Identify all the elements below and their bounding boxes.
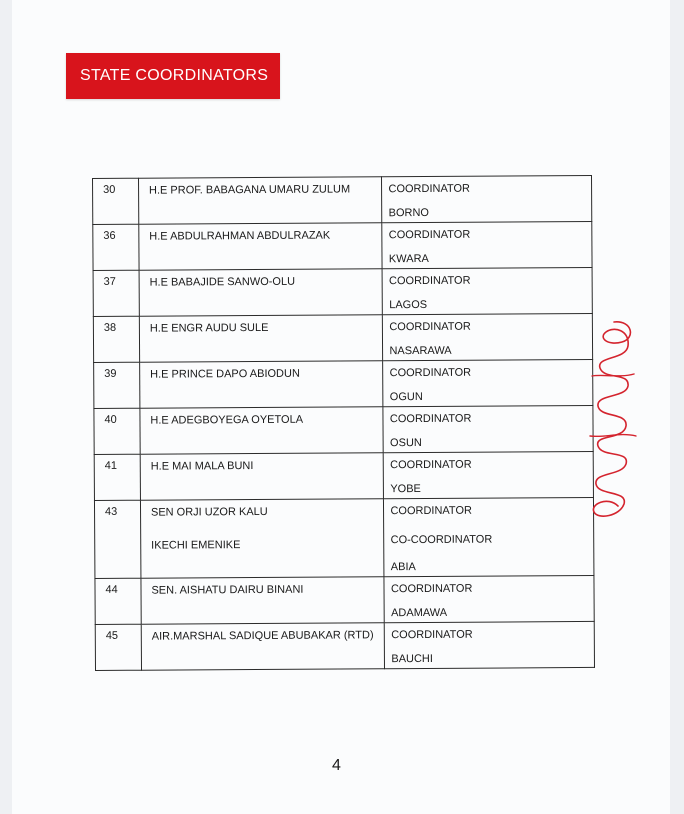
- role-label: COORDINATOR: [390, 458, 472, 472]
- table-row: [93, 221, 592, 270]
- row-number: 37: [93, 270, 139, 316]
- state-label: BAUCHI: [391, 652, 433, 666]
- coordinator-name: AIR.MARSHAL SADIQUE ABUBAKAR (RTD): [141, 623, 385, 670]
- table-row: [94, 497, 593, 578]
- state-label: LAGOS: [389, 298, 428, 312]
- coordinator-name: [140, 499, 384, 578]
- coordinator-name-primary: SEN ORJI UZOR KALU: [150, 505, 268, 519]
- coordinator-name: H.E PRINCE DAPO ABIODUN: [140, 361, 384, 408]
- state-label: KWARA: [388, 252, 429, 266]
- table-row: [93, 313, 592, 362]
- coordinator-name: H.E ABDULRAHMAN ABDULRAZAK: [139, 223, 383, 270]
- table-row: [93, 267, 592, 316]
- document-page: [12, 0, 670, 814]
- table-row: [94, 451, 593, 500]
- table-row: [93, 175, 592, 224]
- state-label: NASARAWA: [389, 344, 452, 358]
- coordinator-name: SEN. AISHATU DAIRU BINANI: [141, 577, 385, 624]
- section-heading-banner: [66, 53, 280, 99]
- table-row: [94, 359, 593, 408]
- coordinator-name: H.E PROF. BABAGANA UMARU ZULUM: [138, 177, 382, 224]
- row-number: 40: [94, 408, 140, 454]
- role-cell: [384, 575, 594, 622]
- state-label: BORNO: [388, 206, 430, 220]
- role-cell: [383, 313, 593, 360]
- row-number: 44: [95, 578, 141, 624]
- role-label: COORDINATOR: [389, 412, 472, 426]
- row-number: 30: [93, 178, 139, 224]
- role-label: COORDINATOR: [389, 274, 471, 288]
- role-cell: [382, 175, 592, 222]
- role-label: COORDINATOR: [389, 366, 472, 380]
- role-cell: [384, 497, 594, 576]
- role-label: COORDINATOR: [389, 320, 471, 334]
- coordinators-table: [92, 175, 595, 671]
- co-role-label: CO-COORDINATOR: [390, 533, 493, 547]
- handwritten-signature: [584, 316, 644, 526]
- role-cell: [384, 451, 594, 498]
- coordinator-name: H.E ADEGBOYEGA OYETOLA: [140, 407, 384, 454]
- role-cell: [383, 359, 593, 406]
- table-row: [95, 621, 594, 670]
- row-number: 45: [95, 624, 141, 670]
- state-label: ABIA: [390, 561, 416, 574]
- coordinator-name: H.E MAI MALA BUNI: [140, 453, 384, 500]
- state-label: YOBE: [390, 482, 421, 496]
- role-cell: [385, 621, 595, 668]
- role-label: COORDINATOR: [391, 628, 473, 642]
- row-number: 41: [94, 454, 140, 500]
- page-number: 4: [332, 757, 341, 774]
- state-label: ADAMAWA: [391, 606, 448, 620]
- role-cell: [382, 267, 592, 314]
- row-number: 38: [93, 316, 139, 362]
- state-label: OSUN: [389, 436, 422, 450]
- role-label: COORDINATOR: [390, 582, 473, 596]
- role-label: COORDINATOR: [390, 504, 472, 518]
- coordinator-name-secondary: IKECHI EMENIKE: [151, 539, 241, 552]
- table-row: [94, 405, 593, 454]
- coordinator-name: H.E ENGR AUDU SULE: [139, 315, 383, 362]
- role-cell: [383, 405, 593, 452]
- coordinator-name: H.E BABAJIDE SANWO-OLU: [139, 269, 383, 316]
- row-number: 43: [94, 500, 140, 578]
- state-label: OGUN: [389, 390, 423, 404]
- role-label: COORDINATOR: [388, 182, 471, 196]
- row-number: 39: [94, 362, 140, 408]
- row-number: 36: [93, 224, 139, 270]
- section-heading: STATE COORDINATORS: [80, 67, 269, 84]
- role-label: COORDINATOR: [388, 228, 471, 242]
- role-cell: [382, 221, 592, 268]
- table-row: [95, 575, 594, 624]
